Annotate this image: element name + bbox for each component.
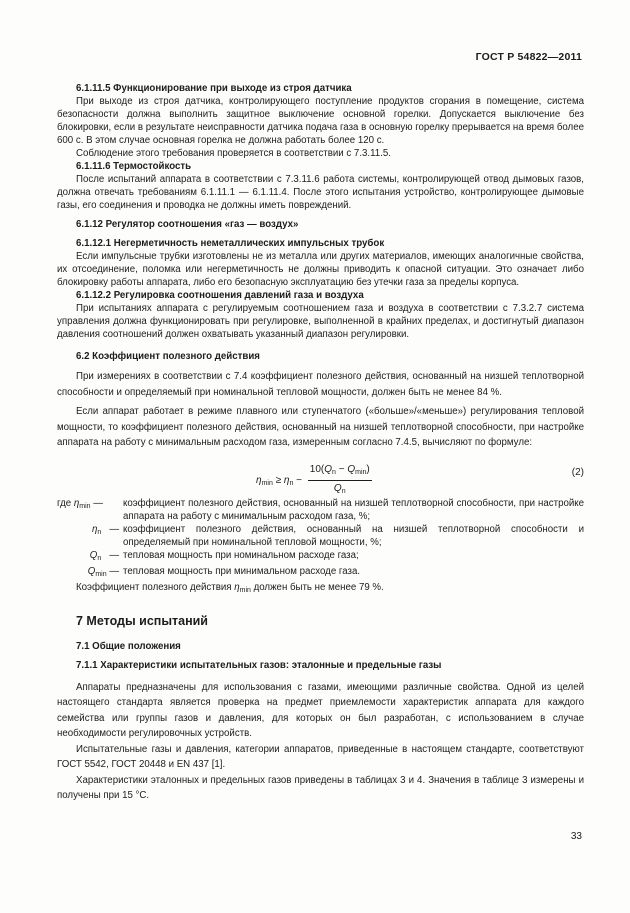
paragraph: При испытаниях аппарата с регулируемым соотношением газа и воздуха в соответствии с 7.3.2.7 система управления должна функционировать при регулировке, выполненной в крайних пределах, и достигнутый диапазон давления соотношений должен охватывать указанный диапазон регулировки.: [57, 303, 584, 340]
heading-7: 7 Методы испытаний: [76, 613, 208, 628]
paragraph: При измерениях в соответствии с 7.4 коэффициент полезного действия, основанный на низшей теплотворной способности и определяемый при номинальной тепловой мощности, должен быть не менее 84 %.: [57, 371, 584, 398]
legend-item: $Q_n$ — тепловая мощность при номинальном расходе газа;: [89, 549, 359, 562]
heading-7-1-1: 7.1.1 Характеристики испытательных газов: эталонные и предельные газы: [76, 659, 442, 671]
paragraph: После испытаний аппарата в соответствии с 7.3.11.6 работа системы, контролирующей отвод дымовых газов, должна отвечать требованиям 6.1.11.1 — 6.1.11.4. После этого испытания устройство, контролирующее дымовые газы, его соединения и проводка не должны иметь повреждений.: [57, 174, 584, 211]
paragraph: Аппараты предназначены для использования с газами, имеющими различные свойства. Одной из целей настоящего стандарта является проверка на предмет приемлемости характеристик аппарата для каждого семейства или группы газов и давления, для которых он был разработан, с использованием в случае необходимости регулировочных устройств.: [57, 681, 584, 739]
formula-expression: $\eta_{min} \ge \eta_n$ − $\frac{10(Q_n - Q_{min})}{Q_n}$: [256, 463, 372, 498]
paragraph: Характеристики эталонных и предельных газов приведены в таблицах 3 и 4. Значения в таблице 3 измерены и получены при 15 °С.: [57, 774, 584, 801]
paragraph: Если аппарат работает в режиме плавного или ступенчатого («больше»/«меньше») регулирования тепловой мощности, то коэффициент полезного действия, основанный на низшей теплотворной способности, при настройке аппарата на работу с минимальным расходом газа, измеренным согласно 7.4.5, вычисляют по формуле:: [57, 406, 584, 448]
standard-id: ГОСТ Р 54822—2011: [475, 51, 582, 63]
heading-6-2: 6.2 Коэффициент полезного действия: [76, 351, 260, 362]
paragraph: Соблюдение этого требования проверяется в соответствии с 7.3.11.5.: [76, 148, 391, 159]
heading-7-1: 7.1 Общие положения: [76, 640, 181, 652]
paragraph: Коэффициент полезного действия $\eta_{min}$ должен быть не менее 79 %.: [76, 581, 384, 594]
legend-item: $\eta_n$ — коэффициент полезного действия, основанный на низшей теплотворной способности и определяемый при номинальной тепловой мощности, %;: [91, 523, 584, 548]
legend-item: где $\eta_{min}$ — коэффициент полезного действия, основанный на низшей теплотворной способности, при настройке аппарата на работу с минимальным расходом газа, %;: [57, 497, 584, 522]
page-body: [57, 82, 584, 804]
formula-2: [57, 455, 584, 495]
paragraph: При выходе из строя датчика, контролирующего поступление продуктов сгорания в помещение, система безопасности должна выполнить защитное выключение основной горелки. Допускается выключение без блокировки, если в результате неисправности датчика подача газа в основную горелку прерывается на время более 600 с. В этом случае основная горелка не должна работать более 120 с.: [57, 96, 584, 146]
legend-item: $Q_{min}$ — тепловая мощность при минимальном расходе газа.: [87, 565, 361, 578]
page-number: 33: [570, 831, 582, 842]
formula-fraction: $\frac{10(Q_n - Q_{min})}{Q_n}$: [309, 463, 370, 495]
paragraph: Если импульсные трубки изготовлены не из металла или других материалов, имеющих аналогичные свойства, их отсоединение, поломка или негерметичность не должны приводить к опасной ситуации. Это означает либо блокировку работы аппарата, либо его безопасную эксплуатацию без утечки газа за пределы корпуса.: [57, 251, 584, 288]
formula-legend: [57, 497, 584, 581]
paragraph: Испытательные газы и давления, категории аппаратов, приведенные в настоящем стандарте, соответствуют ГОСТ 5542, ГОСТ 20448 и EN 437 [1].: [57, 743, 584, 770]
heading-6-1-12-1: 6.1.12.1 Негерметичность неметаллических импульсных трубок: [76, 238, 385, 249]
heading-6-1-12-2: 6.1.12.2 Регулировка соотношения давлений газа и воздуха: [76, 290, 364, 301]
heading-6-1-12: 6.1.12 Регулятор соотношения «газ — воздух»: [76, 219, 299, 230]
heading-6-1-11-6: 6.1.11.6 Термостойкость: [76, 161, 192, 172]
equation-number: (2): [571, 466, 584, 478]
heading-6-1-11-5: 6.1.11.5 Функционирование при выходе из строя датчика: [76, 83, 352, 94]
